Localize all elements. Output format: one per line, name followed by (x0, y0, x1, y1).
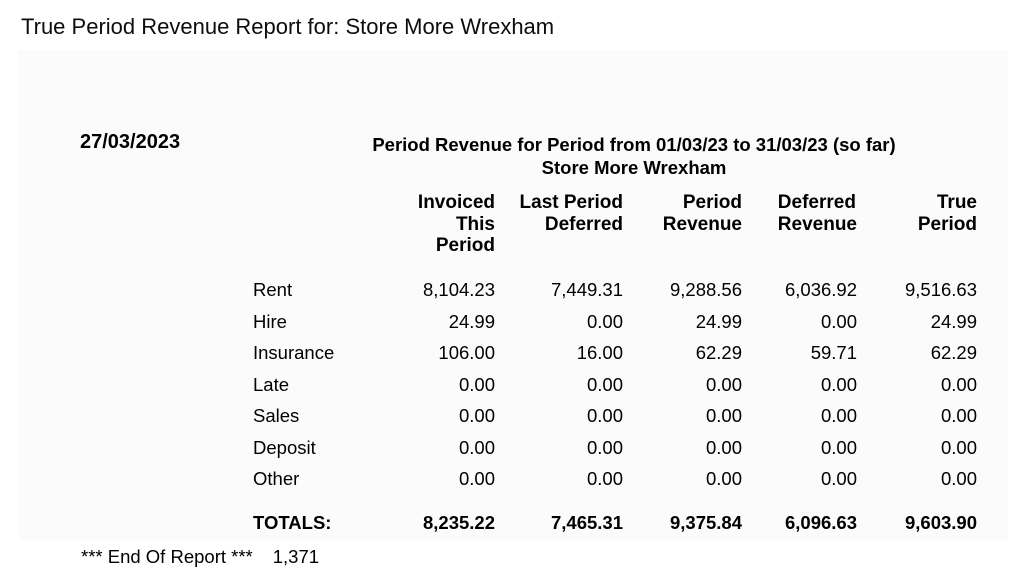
report-header-store-line: Store More Wrexham (541, 157, 727, 178)
cell-value: 0.00 (705, 436, 742, 458)
cell-value: 0.00 (458, 373, 495, 395)
row-label: Rent (253, 279, 293, 301)
totals-value: 7,465.31 (550, 511, 623, 533)
column-header-period-revenue (623, 192, 742, 235)
column-header-line: Period (682, 192, 742, 213)
column-header-deferred-revenue (742, 192, 857, 235)
column-header-line: Invoiced (417, 192, 495, 213)
totals-value: 9,603.90 (904, 511, 977, 533)
table-row-deposit (253, 432, 977, 464)
cell-value: 9,516.63 (904, 279, 977, 301)
table-row-rent (253, 275, 977, 307)
cell-value: 106.00 (438, 342, 495, 364)
column-header-line: This Period (435, 213, 495, 256)
report-footer (81, 546, 319, 568)
column-header-true-period (857, 192, 977, 235)
column-header-line: Revenue (777, 213, 857, 235)
column-header-line: Deferred (777, 192, 856, 213)
totals-label: TOTALS: (253, 511, 332, 533)
cell-value: 62.29 (695, 342, 742, 364)
cell-value: 8,104.23 (422, 279, 495, 301)
cell-value: 0.00 (705, 405, 742, 427)
row-label: Sales (253, 405, 300, 427)
cell-value: 0.00 (705, 468, 742, 490)
report-panel (18, 50, 1008, 567)
totals-value: 6,096.63 (784, 511, 857, 533)
row-label: Deposit (253, 436, 316, 458)
table-row-other (253, 464, 977, 496)
cell-value: 16.00 (576, 342, 623, 364)
table-body (253, 275, 977, 496)
cell-value: 0.00 (820, 468, 857, 490)
cell-value: 0.00 (586, 436, 623, 458)
cell-value: 24.99 (448, 310, 495, 332)
cell-value: 24.99 (695, 310, 742, 332)
row-label: Hire (253, 310, 287, 332)
report-date: 27/03/2023 (80, 131, 181, 153)
cell-value: 0.00 (705, 373, 742, 395)
cell-value: 0.00 (820, 310, 857, 332)
row-label: Late (253, 373, 290, 395)
cell-value: 0.00 (586, 373, 623, 395)
cell-value: 6,036.92 (784, 279, 857, 301)
table-row-insurance (253, 338, 977, 370)
cell-value: 0.00 (820, 405, 857, 427)
cell-value: 59.71 (810, 342, 857, 364)
cell-value: 0.00 (940, 405, 977, 427)
table-row-hire (253, 306, 977, 338)
cell-value: 0.00 (586, 468, 623, 490)
cell-value: 24.99 (930, 310, 977, 332)
totals-value: 9,375.84 (669, 511, 742, 533)
cell-value: 0.00 (820, 436, 857, 458)
column-header-line: Revenue (662, 213, 742, 235)
cell-value: 0.00 (940, 373, 977, 395)
report-count: 1,371 (272, 546, 320, 567)
end-of-report-text: *** End Of Report *** (81, 546, 253, 567)
cell-value: 0.00 (940, 468, 977, 490)
row-label: Other (253, 468, 300, 490)
column-header-line: Last Period (519, 192, 623, 213)
table-header-row (253, 192, 977, 257)
report-header-period-line: Period Revenue for Period from 01/03/23 to 31/03/23 (so far) (372, 134, 896, 155)
revenue-table (253, 192, 977, 539)
cell-value: 0.00 (586, 405, 623, 427)
cell-value: 0.00 (586, 310, 623, 332)
column-header-line: Period (917, 213, 977, 235)
table-row-totals (253, 507, 977, 539)
cell-value: 9,288.56 (669, 279, 742, 301)
cell-value: 0.00 (458, 468, 495, 490)
cell-value: 0.00 (820, 373, 857, 395)
cell-value: 0.00 (940, 436, 977, 458)
column-header-line: True (936, 192, 977, 213)
cell-value: 0.00 (458, 405, 495, 427)
table-row-sales (253, 401, 977, 433)
cell-value: 0.00 (458, 436, 495, 458)
cell-value: 62.29 (930, 342, 977, 364)
column-header-line: Deferred (544, 213, 623, 235)
row-label: Insurance (253, 342, 335, 364)
column-header-invoiced-this-period (403, 192, 495, 257)
cell-value: 7,449.31 (550, 279, 623, 301)
column-header-last-period-deferred (495, 192, 623, 235)
column-header-left-aligned-block (778, 192, 857, 235)
totals-value: 8,235.22 (422, 511, 495, 533)
report-header (253, 133, 1015, 179)
page-title: True Period Revenue Report for: Store More Wrexham (21, 14, 555, 39)
table-row-late (253, 369, 977, 401)
